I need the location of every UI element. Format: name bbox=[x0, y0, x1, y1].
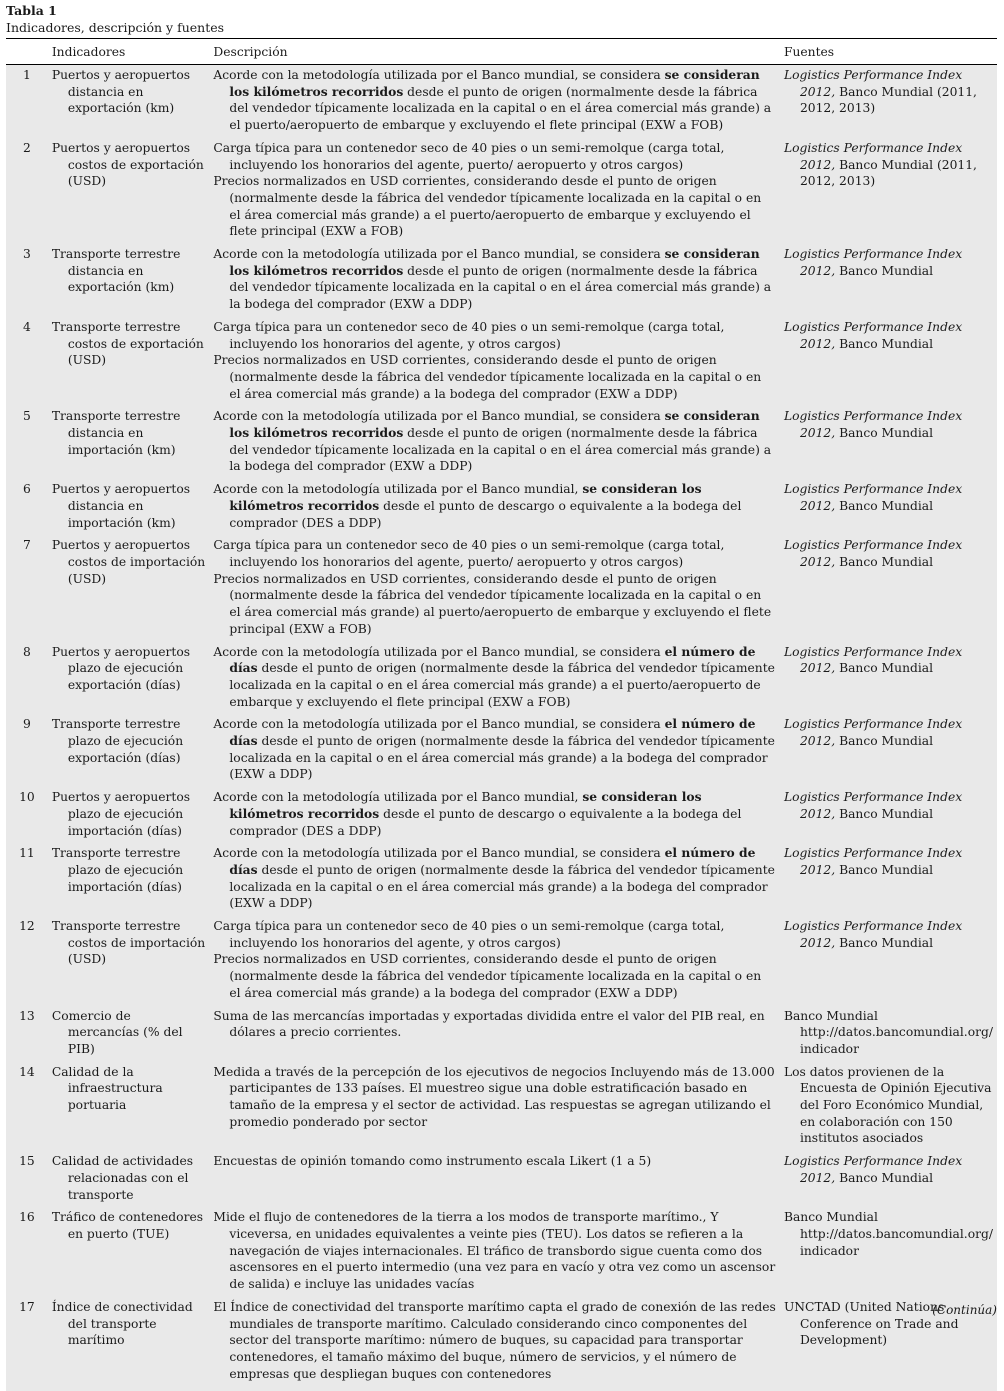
source-plain: Banco Mundial bbox=[835, 426, 933, 440]
description-cell bbox=[209, 319, 780, 409]
source-cell bbox=[780, 716, 997, 789]
source-plain: Banco Mundial http://datos.bancomundial.org/ indicador bbox=[784, 1009, 993, 1056]
source-italic: Logistics Performance Index 2012, bbox=[784, 141, 962, 172]
indicator-name: Transporte terrestre distancia en importación (km) bbox=[52, 408, 206, 458]
source-plain: Los datos provienen de la Encuesta de Opinión Ejecutiva del Foro Económico Mundial, en colaboración con 150 institutos asociados bbox=[784, 1065, 992, 1146]
description-text: Precios normalizados en USD corrientes, considerando desde el punto de origen (normalmente desde la fábrica del vendedor típicamente localizada en la capital o en el área comercial más grande) a la bodega del comprador (EXW a DDP) bbox=[213, 353, 761, 400]
source-plain: Banco Mundial http://datos.bancomundial.org/ indicador bbox=[784, 1210, 993, 1257]
description-text: desde el punto de origen (normalmente desde la fábrica del vendedor típicamente localizada en la capital o en el área comercial más grande) a la bodega del comprador (EXW a DDP) bbox=[229, 264, 771, 311]
description-text: Carga típica para un contenedor seco de 40 pies o un semi-remolque (carga total, incluyendo los honorarios del agente, y otros cargos) bbox=[213, 919, 724, 950]
header-number bbox=[6, 39, 48, 65]
source-cell bbox=[780, 481, 997, 537]
header-indicadores: Indicadores bbox=[48, 39, 210, 65]
source-italic: Logistics Performance Index 2012, bbox=[784, 68, 962, 99]
description-text: Precios normalizados en USD corrientes, considerando desde el punto de origen (normalmente desde la fábrica del vendedor típicamente localizada en la capital o en el área comercial más grande) al puerto/aeropuerto de embarque y excluyendo el flete principal (EXW a FOB) bbox=[213, 572, 771, 636]
description-cell bbox=[209, 65, 780, 140]
source-cell bbox=[780, 644, 997, 717]
source-plain: Banco Mundial (2011, 2012, 2013) bbox=[800, 85, 977, 116]
description-paragraph bbox=[213, 1153, 776, 1170]
description-text: Acorde con la metodología utilizada por el Banco mundial, bbox=[213, 790, 582, 804]
description-text: Acorde con la metodología utilizada por el Banco mundial, se considera bbox=[213, 645, 664, 659]
source-plain: Banco Mundial bbox=[835, 1171, 933, 1185]
source-plain: Banco Mundial (2011, 2012, 2013) bbox=[800, 158, 977, 189]
description-emphasis: el número de días bbox=[229, 644, 755, 676]
source-plain: Banco Mundial bbox=[835, 863, 933, 877]
description-cell bbox=[209, 408, 780, 481]
source-italic: Logistics Performance Index 2012, bbox=[784, 482, 962, 513]
table-row bbox=[6, 716, 997, 789]
description-paragraph bbox=[213, 319, 776, 352]
source-text bbox=[784, 716, 993, 749]
source-plain: Banco Mundial bbox=[835, 661, 933, 675]
source-text bbox=[784, 408, 993, 441]
description-paragraph bbox=[213, 716, 776, 783]
description-text: El Índice de conectividad del transporte marítimo capta el grado de conexión de las redes mundiales de transporte marítimo. Calculado considerando cinco componentes del sector del transporte marítimo: número de buques, su capacidad para transportar contenedores, el tamaño máximo del buque, número de servicios, y el número de empresas que despliegan buques con contenedores bbox=[213, 1300, 775, 1381]
indicator-cell bbox=[48, 845, 210, 918]
description-paragraph bbox=[213, 789, 776, 839]
source-italic: Logistics Performance Index 2012, bbox=[784, 846, 962, 877]
description-text: Acorde con la metodología utilizada por el Banco mundial, se considera bbox=[213, 409, 664, 423]
description-text: Acorde con la metodología utilizada por el Banco mundial, se considera bbox=[213, 846, 664, 860]
table-row bbox=[6, 408, 997, 481]
row-number: 2 bbox=[6, 140, 48, 246]
source-cell bbox=[780, 1209, 997, 1299]
indicator-cell bbox=[48, 716, 210, 789]
source-text bbox=[784, 246, 993, 279]
row-number: 17 bbox=[6, 1299, 48, 1391]
description-paragraph bbox=[213, 173, 776, 240]
table-row bbox=[6, 1153, 997, 1209]
description-cell bbox=[209, 140, 780, 246]
description-paragraph bbox=[213, 246, 776, 313]
indicator-name: Puertos y aeropuertos plazo de ejecución importación (días) bbox=[52, 789, 206, 839]
indicator-cell bbox=[48, 481, 210, 537]
description-cell bbox=[209, 716, 780, 789]
indicator-name: Puertos y aeropuertos costos de importación (USD) bbox=[52, 537, 206, 587]
source-text bbox=[784, 67, 993, 117]
description-cell bbox=[209, 1008, 780, 1064]
source-cell bbox=[780, 537, 997, 643]
table-row bbox=[6, 537, 997, 643]
description-cell bbox=[209, 537, 780, 643]
table-row bbox=[6, 1008, 997, 1064]
row-number: 6 bbox=[6, 481, 48, 537]
table-row bbox=[6, 319, 997, 409]
indicator-cell bbox=[48, 65, 210, 140]
description-paragraph bbox=[213, 1008, 776, 1041]
source-text bbox=[784, 1153, 993, 1186]
description-text: desde el punto de origen (normalmente desde la fábrica del vendedor típicamente localizada en la capital o en el área comercial más grande) a el puerto/aeropuerto de embarque y excluyendo el flete principal (EXW a FOB) bbox=[229, 661, 775, 708]
source-cell bbox=[780, 789, 997, 845]
source-cell bbox=[780, 408, 997, 481]
table-row bbox=[6, 140, 997, 246]
description-text: Medida a través de la percepción de los ejecutivos de negocios Incluyendo más de 13.000 participantes de 133 países. El muestreo sigue una doble estratificación basado en tamaño de la empresa y el sector de actividad. Las respuestas se agregan utilizando el promedio ponderado por sector bbox=[213, 1065, 774, 1129]
source-text bbox=[784, 789, 993, 822]
indicator-name: Transporte terrestre costos de exportación (USD) bbox=[52, 319, 206, 369]
source-text bbox=[784, 319, 993, 352]
source-italic: Logistics Performance Index 2012, bbox=[784, 919, 962, 950]
source-text bbox=[784, 1008, 993, 1058]
source-cell bbox=[780, 319, 997, 409]
source-plain: Banco Mundial bbox=[835, 734, 933, 748]
description-paragraph bbox=[213, 352, 776, 402]
description-paragraph bbox=[213, 67, 776, 134]
description-text: desde el punto de descargo o equivalente a la bodega del comprador (DES a DDP) bbox=[229, 499, 741, 530]
source-cell bbox=[780, 1153, 997, 1209]
source-plain: Banco Mundial bbox=[835, 936, 933, 950]
source-cell bbox=[780, 140, 997, 246]
description-text: Encuestas de opinión tomando como instrumento escala Likert (1 a 5) bbox=[213, 1154, 651, 1168]
indicator-name: Índice de conectividad del transporte marítimo bbox=[52, 1299, 206, 1349]
source-text bbox=[784, 537, 993, 570]
description-text: desde el punto de origen (normalmente desde la fábrica del vendedor típicamente localizada en la capital o en el área comercial más grande) a la bodega del comprador (EXW a DDP) bbox=[229, 426, 771, 473]
source-italic: Logistics Performance Index 2012, bbox=[784, 247, 962, 278]
description-emphasis: se consideran los kilómetros recorridos bbox=[229, 481, 701, 513]
description-text: desde el punto de origen (normalmente desde la fábrica del vendedor típicamente localizada en la capital o en el área comercial más grande) a el puerto/aeropuerto de embarque y excluyendo el flete principal (EXW a FOB) bbox=[229, 85, 771, 132]
indicator-cell bbox=[48, 140, 210, 246]
row-number: 8 bbox=[6, 644, 48, 717]
indicator-cell bbox=[48, 1064, 210, 1154]
row-number: 13 bbox=[6, 1008, 48, 1064]
header-fuentes: Fuentes bbox=[780, 39, 997, 65]
description-cell bbox=[209, 1064, 780, 1154]
source-plain: Banco Mundial bbox=[835, 499, 933, 513]
table-row bbox=[6, 246, 997, 319]
description-emphasis: se consideran los kilómetros recorridos bbox=[229, 67, 759, 99]
indicator-cell bbox=[48, 1299, 210, 1391]
table-row bbox=[6, 845, 997, 918]
description-paragraph bbox=[213, 918, 776, 951]
source-italic: Logistics Performance Index 2012, bbox=[784, 790, 962, 821]
description-paragraph bbox=[213, 951, 776, 1001]
table-label: Tabla 1 bbox=[6, 3, 57, 18]
indicator-name: Transporte terrestre costos de importación (USD) bbox=[52, 918, 206, 968]
description-cell bbox=[209, 644, 780, 717]
source-plain: Banco Mundial bbox=[835, 337, 933, 351]
description-paragraph bbox=[213, 1209, 776, 1293]
description-emphasis: el número de días bbox=[229, 716, 755, 748]
description-text: Precios normalizados en USD corrientes, considerando desde el punto de origen (normalmente desde la fábrica del vendedor típicamente localizada en la capital o en el área comercial más grande) a el puerto/aeropuerto de embarque y excluyendo el flete principal (EXW a FOB) bbox=[213, 174, 761, 238]
description-paragraph bbox=[213, 1299, 776, 1383]
header-descripcion: Descripción bbox=[209, 39, 780, 65]
table-caption bbox=[6, 2, 224, 36]
indicator-cell bbox=[48, 789, 210, 845]
source-italic: Logistics Performance Index 2012, bbox=[784, 409, 962, 440]
indicator-cell bbox=[48, 1209, 210, 1299]
description-emphasis: el número de días bbox=[229, 845, 755, 877]
description-paragraph bbox=[213, 140, 776, 173]
indicator-name: Puertos y aeropuertos plazo de ejecución exportación (días) bbox=[52, 644, 206, 694]
row-number: 5 bbox=[6, 408, 48, 481]
source-text bbox=[784, 481, 993, 514]
row-number: 15 bbox=[6, 1153, 48, 1209]
indicator-name: Transporte terrestre plazo de ejecución exportación (días) bbox=[52, 716, 206, 766]
table-row bbox=[6, 644, 997, 717]
description-cell bbox=[209, 1299, 780, 1391]
source-cell bbox=[780, 246, 997, 319]
row-number: 4 bbox=[6, 319, 48, 409]
description-text: Acorde con la metodología utilizada por el Banco mundial, se considera bbox=[213, 717, 664, 731]
row-number: 16 bbox=[6, 1209, 48, 1299]
description-text: Suma de las mercancías importadas y exportadas dividida entre el valor del PIB real, en dólares a precio corrientes. bbox=[213, 1009, 764, 1040]
source-text bbox=[784, 140, 993, 190]
table-body bbox=[6, 65, 997, 1391]
row-number: 12 bbox=[6, 918, 48, 1008]
continues-note: (Continúa) bbox=[932, 1303, 997, 1317]
description-text: desde el punto de descargo o equivalente a la bodega del comprador (DES a DDP) bbox=[229, 807, 741, 838]
description-paragraph bbox=[213, 845, 776, 912]
description-paragraph bbox=[213, 644, 776, 711]
source-italic: Logistics Performance Index 2012, bbox=[784, 1154, 962, 1185]
table-row bbox=[6, 481, 997, 537]
description-cell bbox=[209, 481, 780, 537]
indicator-cell bbox=[48, 1008, 210, 1064]
indicator-name: Transporte terrestre plazo de ejecución importación (días) bbox=[52, 845, 206, 895]
source-text bbox=[784, 1064, 993, 1148]
source-text bbox=[784, 918, 993, 951]
row-number: 9 bbox=[6, 716, 48, 789]
indicator-name: Calidad de la infraestructura portuaria bbox=[52, 1064, 206, 1114]
indicator-cell bbox=[48, 644, 210, 717]
description-text: Acorde con la metodología utilizada por el Banco mundial, se considera bbox=[213, 68, 664, 82]
table-row bbox=[6, 1209, 997, 1299]
description-paragraph bbox=[213, 537, 776, 570]
description-cell bbox=[209, 918, 780, 1008]
indicators-table bbox=[6, 38, 997, 1391]
indicator-name: Comercio de mercancías (% del PIB) bbox=[52, 1008, 206, 1058]
source-plain: UNCTAD (United Nations Conference on Trade and Development) bbox=[784, 1300, 959, 1347]
indicator-cell bbox=[48, 408, 210, 481]
indicator-name: Puertos y aeropuertos distancia en importación (km) bbox=[52, 481, 206, 531]
indicator-cell bbox=[48, 246, 210, 319]
description-cell bbox=[209, 246, 780, 319]
description-emphasis: se consideran los kilómetros recorridos bbox=[229, 408, 759, 440]
indicator-cell bbox=[48, 1153, 210, 1209]
table-row bbox=[6, 918, 997, 1008]
description-text: desde el punto de origen (normalmente desde la fábrica del vendedor típicamente localizada en la capital o en el área comercial más grande) a la bodega del comprador (EXW a DDP) bbox=[229, 734, 775, 781]
source-italic: Logistics Performance Index 2012, bbox=[784, 645, 962, 676]
indicator-cell bbox=[48, 537, 210, 643]
source-plain: Banco Mundial bbox=[835, 555, 933, 569]
source-cell bbox=[780, 918, 997, 1008]
description-text: Carga típica para un contenedor seco de 40 pies o un semi-remolque (carga total, incluyendo los honorarios del agente, puerto/ aeropuerto y otros cargos) bbox=[213, 538, 724, 569]
indicator-name: Transporte terrestre distancia en exportación (km) bbox=[52, 246, 206, 296]
source-italic: Logistics Performance Index 2012, bbox=[784, 538, 962, 569]
table-header-row bbox=[6, 39, 997, 65]
table-row bbox=[6, 1299, 997, 1391]
description-text: Precios normalizados en USD corrientes, considerando desde el punto de origen (normalmente desde la fábrica del vendedor típicamente localizada en la capital o en el área comercial más grande) a la bodega del comprador (EXW a DDP) bbox=[213, 952, 761, 999]
source-text bbox=[784, 1209, 993, 1259]
source-text bbox=[784, 845, 993, 878]
table-row bbox=[6, 789, 997, 845]
source-italic: Logistics Performance Index 2012, bbox=[784, 717, 962, 748]
indicator-name: Puertos y aeropuertos distancia en exportación (km) bbox=[52, 67, 206, 117]
description-text: Acorde con la metodología utilizada por el Banco mundial, bbox=[213, 482, 582, 496]
description-paragraph bbox=[213, 1064, 776, 1131]
description-text: desde el punto de origen (normalmente desde la fábrica del vendedor típicamente localizada en la capital o en el área comercial más grande) a la bodega del comprador (EXW a DDP) bbox=[229, 863, 775, 910]
description-cell bbox=[209, 1209, 780, 1299]
source-text bbox=[784, 644, 993, 677]
row-number: 3 bbox=[6, 246, 48, 319]
indicator-name: Tráfico de contenedores en puerto (TUE) bbox=[52, 1209, 206, 1242]
source-italic: Logistics Performance Index 2012, bbox=[784, 320, 962, 351]
description-cell bbox=[209, 789, 780, 845]
row-number: 7 bbox=[6, 537, 48, 643]
source-cell bbox=[780, 65, 997, 140]
indicator-name: Calidad de actividades relacionadas con el transporte bbox=[52, 1153, 206, 1203]
description-emphasis: se consideran los kilómetros recorridos bbox=[229, 246, 759, 278]
row-number: 10 bbox=[6, 789, 48, 845]
source-cell bbox=[780, 1008, 997, 1064]
description-text: Mide el flujo de contenedores de la tierra a los modos de transporte marítimo., Y viceversa, en unidades equivalentes a veinte pies (TEU). Los datos se refieren a la navegación de viajes internacionales. El tráfico de transbordo sigue cuenta como dos ascensores en el puerto intermedio (una vez para en vacío y otra vez como un ascensor de salida) e incluye las unidades vacías bbox=[213, 1210, 775, 1291]
source-plain: Banco Mundial bbox=[835, 807, 933, 821]
indicator-cell bbox=[48, 918, 210, 1008]
description-text: Carga típica para un contenedor seco de 40 pies o un semi-remolque (carga total, incluyendo los honorarios del agente, y otros cargos) bbox=[213, 320, 724, 351]
row-number: 1 bbox=[6, 65, 48, 140]
description-text: Acorde con la metodología utilizada por el Banco mundial, se considera bbox=[213, 247, 664, 261]
indicator-cell bbox=[48, 319, 210, 409]
table-row bbox=[6, 1064, 997, 1154]
source-cell bbox=[780, 1064, 997, 1154]
row-number: 11 bbox=[6, 845, 48, 918]
description-text: Carga típica para un contenedor seco de 40 pies o un semi-remolque (carga total, incluyendo los honorarios del agente, puerto/ aeropuerto y otros cargos) bbox=[213, 141, 724, 172]
source-cell bbox=[780, 845, 997, 918]
description-paragraph bbox=[213, 408, 776, 475]
description-paragraph bbox=[213, 481, 776, 531]
description-paragraph bbox=[213, 571, 776, 638]
description-cell bbox=[209, 1153, 780, 1209]
description-emphasis: se consideran los kilómetros recorridos bbox=[229, 789, 701, 821]
table-title: Indicadores, descripción y fuentes bbox=[6, 20, 224, 35]
indicator-name: Puertos y aeropuertos costos de exportación (USD) bbox=[52, 140, 206, 190]
source-plain: Banco Mundial bbox=[835, 264, 933, 278]
description-cell bbox=[209, 845, 780, 918]
table-row bbox=[6, 65, 997, 140]
row-number: 14 bbox=[6, 1064, 48, 1154]
